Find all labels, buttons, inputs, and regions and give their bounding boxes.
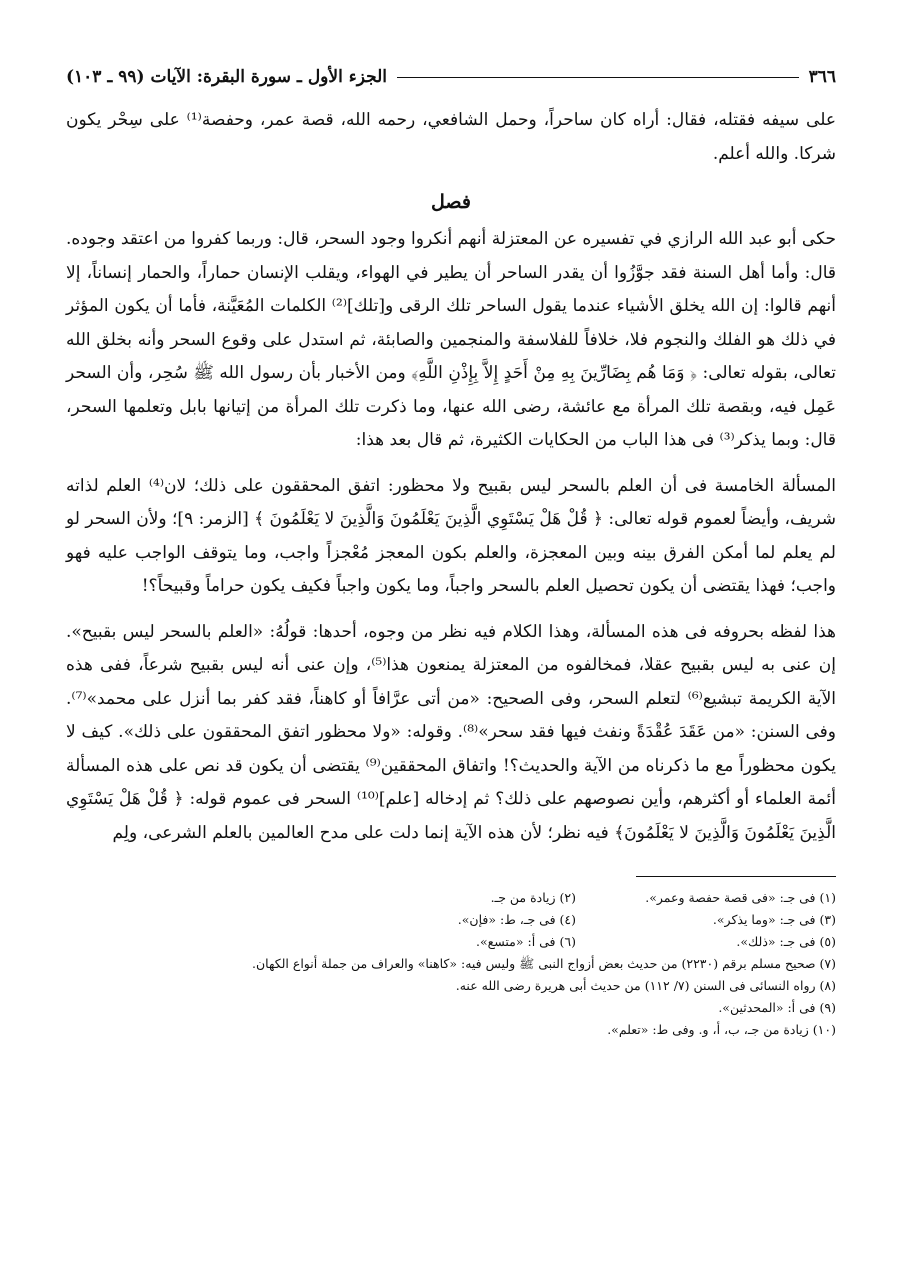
footnote-row <box>66 887 836 909</box>
footnote-9: (٩) فى أ: «المحدثين». <box>718 1000 836 1015</box>
section-heading: فصل <box>431 191 471 213</box>
footnote-row <box>66 931 836 953</box>
footnote-7: (٧) صحيح مسلم برقم (٢٢٣٠) من حديث بعض أزواج النبى ﷺ وليس فيه: «كاهنا» والعراف من جملة أنواع الكهان. <box>251 956 836 971</box>
paragraph-refutation: هذا لفظه بحروفه فى هذه المسألة، وهذا الكلام فيه نظر من وجوه، أحدها: قولُهُ: «العلم بالسحر ليس بقبيح». إن عنى به ليس بقبيح عقلا، فمخالفوه من المعتزلة يمنعون هذا⁽⁵⁾، وإن عنى أنه ليس بقبيح شرعاً، ففى هذه الآية الكريمة تبشيع⁽⁶⁾ لتعلم السحر، وفى الصحيح: «من أتى عرَّافاً أو كاهناً، فقد كفر بما أنزل على محمد»⁽⁷⁾. وفى السنن: «من عَقَدَ عُقْدَةً ونفث فيها فقد سحر»⁽⁸⁾. وقوله: «ولا محظور اتفق المحققون على ذلك». كيف لا يكون محظوراً مع ما ذكرناه من الآية والحديث؟! واتفاق المحققين⁽⁹⁾ يقتضى أن يكون قد نص على هذه المسألة أئمة العلماء أو أكثرهم، وأين نصوصهم على ذلك؟ ثم إدخاله [علم]⁽¹⁰⁾ السحر فى عموم قوله: ﴿ قُلْ هَلْ يَسْتَوِي الَّذِينَ يَعْلَمُونَ وَالَّذِينَ لا يَعْلَمُونَ﴾ فيه نظر؛ لأن هذه الآية إنما دلت على مدح العالمين بالعلم الشرعى، ولِم <box>66 621 837 843</box>
footnote-8: (٨) رواه النسائى فى السنن (٧/ ١١٢) من حديث أبى هريرة رضى الله عنه. <box>455 978 836 993</box>
header-rule <box>397 77 799 78</box>
running-title: الجزء الأول ـ سورة البقرة: الآيات (٩٩ ـ ١٠٣) <box>66 67 387 87</box>
book-page <box>66 62 836 1041</box>
footnote-rule <box>636 876 836 877</box>
paragraph-razi: حكى أبو عبد الله الرازي في تفسيره عن المعتزلة أنهم أنكروا وجود السحر، قال: وربما كفروا من اعتقد وجوده. قال: وأما أهل السنة فقد جوَّزُوا أن يقدر الساحر أن يطير في الهواء، ويقلب الإنسان حماراً، والحمار إنساناً، إلا أنهم قالوا: إن الله يخلق الأشياء عندما يقول الساحر تلك الرقى و[تلك]⁽²⁾ الكلمات المُعَيَّنة، فأما أن يكون المؤثر في ذلك هو الفلك والنجوم فلا، خلافاً للفلاسفة والمنجمين والصابئة، ثم استدل على وقوع السحر وأنه بخلق الله تعالى، بقوله تعالى: ﴿ وَمَا هُم بِضَارِّينَ بِهِ مِنْ أَحَدٍ إِلاَّ بِإِذْنِ اللَّهِ﴾ ومن الأخبار بأن رسول الله ﷺ سُحِر، وأن السحر عَمِل فيه، وبقصة تلك المرأة مع عائشة، رضى الله عنها، وما ذكرت تلك المرأة من إتيانها بابل وتعلمها السحر، قال: وبما يذكر⁽³⁾ فى هذا الباب من الحكايات الكثيرة، ثم قال بعد هذا: <box>66 229 837 450</box>
running-header <box>66 62 836 92</box>
footnote-10: (١٠) زيادة من جـ، ب، أ، و. وفى ط: «تعلم». <box>607 1022 836 1037</box>
paragraph-fifth-issue: المسألة الخامسة فى أن العلم بالسحر ليس بقبيح ولا محظور: اتفق المحققون على ذلك؛ لان⁽⁴⁾ العلم لذاته شريف، وأيضاً لعموم قوله تعالى: ﴿ قُلْ هَلْ يَسْتَوِي الَّذِينَ يَعْلَمُونَ وَالَّذِينَ لا يَعْلَمُونَ ﴾ [الزمر: ٩]؛ ولأن السحر لو لم يعلم لما أمكن الفرق بينه وبين المعجزة، والعلم بكون المعجز مُعْجزاً واجب، وما يتوقف الواجب عليه فهو واجب؛ فهذا يقتضى أن يكون تحصيل العلم بالسحر واجباً، وما يكون واجباً فكيف يكون حراماً وقبيحاً؟! <box>66 475 837 596</box>
footnote-1: (١) فى جـ: «فى قصة حفصة وعمر». <box>645 890 836 905</box>
footnote-row <box>66 909 836 931</box>
paragraph-continuation: على سيفه فقتله، فقال: أراه كان ساحراً، وحمل الشافعي، رحمه الله، قصة عمر، وحفصة⁽¹⁾ على سِحْر يكون شركا. والله أعلم. <box>66 110 837 164</box>
page-number: ٣٦٦ <box>808 67 836 87</box>
footnote-5: (٥) فى جـ: «ذلك». <box>736 934 836 949</box>
footnote-4: (٤) فى جـ، ط: «فإن». <box>457 912 576 927</box>
footnote-2: (٢) زيادة من جـ. <box>490 890 576 905</box>
footnote-6: (٦) فى أ: «متسع». <box>475 934 576 949</box>
main-text <box>66 104 836 850</box>
footnotes <box>66 887 836 1041</box>
footnote-3: (٣) فى جـ: «وما يذكر». <box>712 912 836 927</box>
